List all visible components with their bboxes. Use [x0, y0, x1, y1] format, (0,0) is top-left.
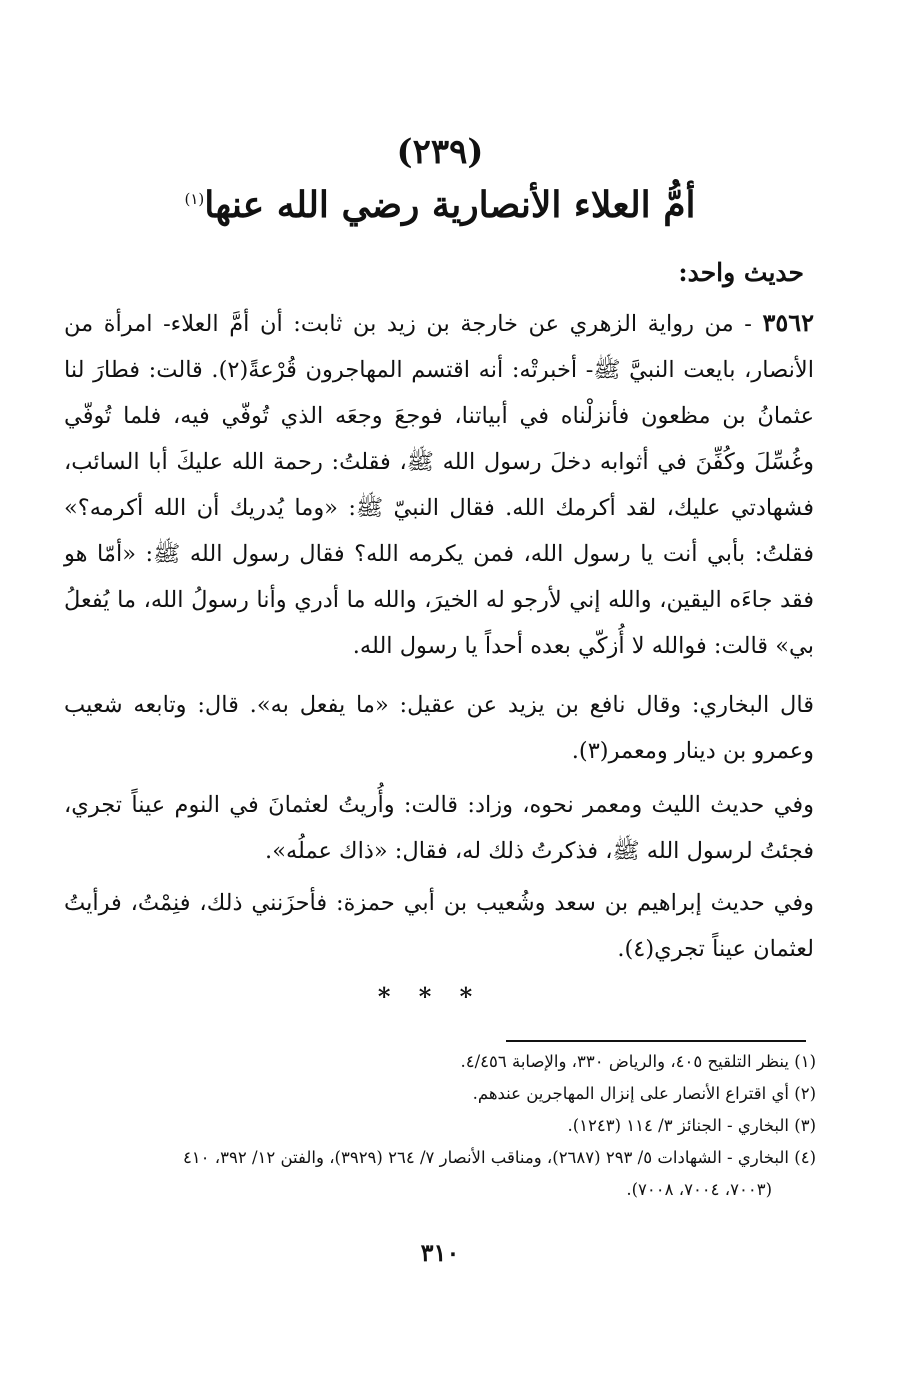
- footnote-divider: [506, 1040, 806, 1042]
- footnote: (٤) البخاري - الشهادات ٥/ ٢٩٣ (٢٦٨٧)، ومناقب الأنصار ٧/ ٢٦٤ (٣٩٢٩)، والفتن ١٢/ ٣٩٢، ٤١٠: [182, 1148, 816, 1167]
- page-number: ٣١٠: [420, 1238, 460, 1267]
- section-heading: حديث واحد:: [678, 258, 804, 287]
- footnote-reference: (١): [184, 190, 205, 208]
- paragraph-text: - من رواية الزهري عن خارجة بن زيد بن ثابت: أن أمَّ العلاء- امرأة من الأنصار، بايعت النبيَّ ﷺ- أخبرتْه: أنه اقتسم المهاجرون قُرْعةً(٢). قالت: فطارَ لنا عثمانُ بن مظعون فأنزلْناه في أبياتنا، فوجعَ وجعَه الذي تُوفّي فيه، فلما تُوفّي وغُسِّلَ وكُفِّنَ في أثوابه دخلَ رسول الله ﷺ، فقلتُ: رحمة الله عليكَ أبا السائب، فشهادتي عليك، لقد أكرمك الله. فقال النبيّ ﷺ: «وما يُدريك أن الله أكرمه؟» فقلتُ: بأبي أنت يا رسول الله، فمن يكرمه الله؟ فقال رسول الله ﷺ: «أمّا هو فقد جاءَه اليقين، والله إني لأرجو له الخيرَ، والله ما أدري وأنا رسولُ الله، ما يُفعلُ بي» قالت: فوالله لا أُزكّي بعده أحداً يا رسول الله.: [64, 311, 814, 659]
- hadith-number: ٣٥٦٢: [762, 308, 814, 337]
- footnote: (٣) البخاري - الجنائز ٣/ ١١٤ (١٢٤٣).: [567, 1116, 816, 1135]
- section-separator: * * *: [377, 982, 483, 1011]
- footnote: (١) ينظر التلقيح ٤٠٥، والرياض ٣٣٠، والإصابة ٤/٤٥٦.: [460, 1052, 816, 1071]
- footnote-continuation: (٧٠٠٣، ٧٠٠٤، ٧٠٠٨).: [626, 1180, 772, 1199]
- chapter-title: [0, 184, 880, 226]
- hadith-paragraph: [64, 300, 814, 669]
- paragraph: وفي حديث الليث ومعمر نحوه، وزاد: قالت: وأُريتُ لعثمانَ في النوم عيناً تجري، فجئتُ لرسول الله ﷺ، فذكرتُ ذلك له، فقال: «ذاك عملُه».: [64, 792, 814, 864]
- footnotes: [64, 1046, 816, 1206]
- paragraph: وفي حديث إبراهيم بن سعد وشُعيب بن أبي حمزة: فأحزَنني ذلك، فنِمْتُ، فرأيتُ لعثمان عيناً تجري(٤).: [64, 890, 814, 962]
- chapter-title-text: أمُّ العلاء الأنصارية رضي الله عنها: [204, 184, 696, 226]
- paragraph: قال البخاري: وقال نافع بن يزيد عن عقيل: «ما يفعل به». قال: وتابعه شعيب وعمرو بن دينار ومعمر(٣).: [64, 692, 814, 764]
- footnote: (٢) أي اقتراع الأنصار على إنزال المهاجرين عندهم.: [472, 1084, 816, 1103]
- chapter-number: (٢٣٩): [396, 132, 484, 172]
